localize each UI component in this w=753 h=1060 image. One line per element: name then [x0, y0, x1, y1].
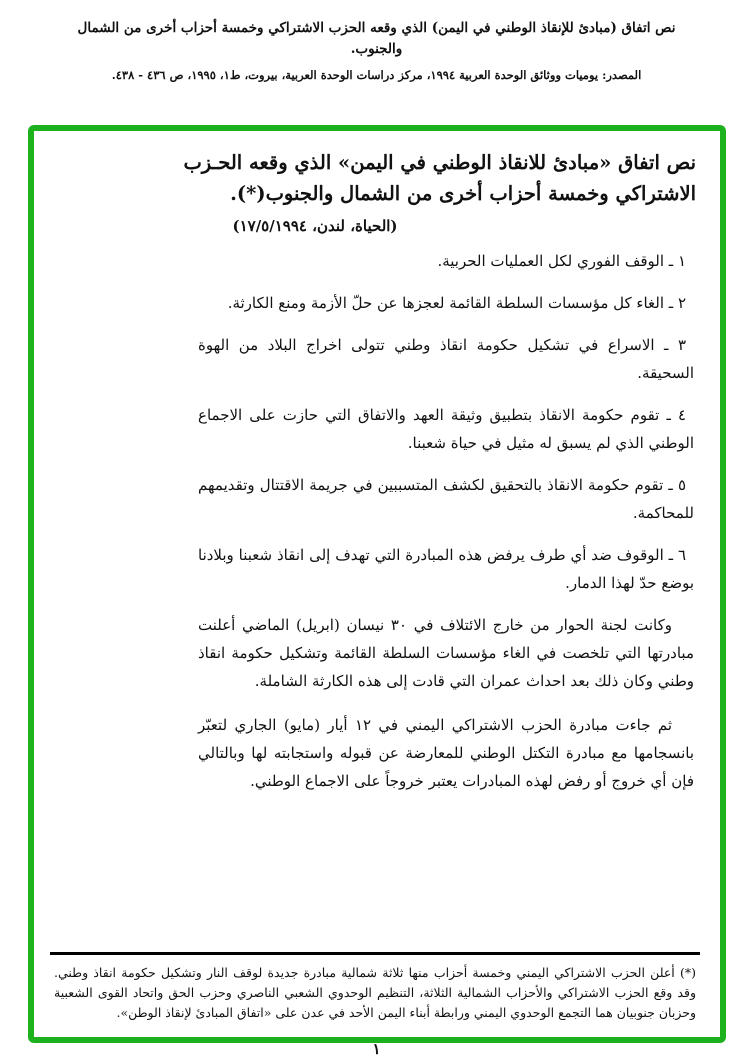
- source-citation: المصدر: يوميات ووثائق الوحدة العربية ١٩٩٤، مركز دراسات الوحدة العربية، بيروت، ط١، ١٩٩٥، ص ٤٣٦ - ٤٣٨.: [111, 68, 642, 82]
- numbered-item-5: ٥ ـ تقوم حكومة الانقاذ بالتحقيق لكشف المتسببين في جريمة الاقتتال وتقديمهم للمحاكمة.: [198, 476, 694, 522]
- footnote-divider: [50, 952, 700, 955]
- header-title-line2: والجنوب.: [350, 41, 403, 57]
- body-paragraph-1: وكانت لجنة الحوار من خارج الائتلاف في ٣٠ نيسان (ابريل) الماضي أعلنت مبادرتها التي تلخصت في الغاء مؤسسات السلطة القائمة وتشكيل حكومة انقاذ وطني وكان ذلك بعد احداث عمران التي قادت إلى هذه الكارثة الشاملة.: [198, 616, 694, 690]
- document-title: [54, 147, 696, 209]
- document-title-line2: الاشتراكي وخمسة أحزاب أخرى من الشمال والجنوب(*).: [230, 182, 696, 205]
- page-number: ١: [372, 1040, 381, 1058]
- body-paragraph-2: ثم جاءت مبادرة الحزب الاشتراكي اليمني في ١٢ أيار (مايو) الجاري لتعبّر بانسجامها مع مبادرة التكتل الوطني للمعارضة عن قبوله واستجابته لها وبالتالي فإن أي خروج أو رفض لهذه المبادرات يعتبر خروجاً على الاجماع الوطني.: [198, 716, 694, 790]
- document-dateline: (الحياة، لندن، ١٧/٥/١٩٩٤): [232, 217, 398, 235]
- numbered-item-6: ٦ ـ الوقوف ضد أي طرف يرفض هذه المبادرة التي تهدف إلى انقاذ شعبنا وبلادنا بوضع حدّ لهذا الدمار.: [198, 546, 694, 592]
- document-body: [198, 247, 694, 811]
- document-box: [28, 125, 726, 1043]
- numbered-item-2: ٢ ـ الغاء كل مؤسسات السلطة القائمة لعجزها عن حلّ الأزمة ومنع الكارثة.: [227, 294, 686, 312]
- numbered-item-3: ٣ ـ الاسراع في تشكيل حكومة انقاذ وطني تتولى اخراج البلاد من الهوة السحيقة.: [198, 336, 694, 382]
- document-title-line1: نص اتفاق «مبادئ للانقاذ الوطني في اليمن» الذي وقعه الحـزب: [183, 151, 696, 174]
- numbered-item-1: ١ ـ الوقف الفوري لكل العمليات الحربية.: [437, 252, 686, 270]
- footnote-text: (*) أعلن الحزب الاشتراكي اليمني وخمسة أحزاب منها ثلاثة شمالية مبادرة جديدة لوقف النار وتشكيل حكومة انقاذ وطني. وقد وقع الحزب الاشتراكي والأحزاب الشمالية الثلاثة، التنظيم الوحدوي الشعبي الناصري وحزب الحق واتحاد القوى الشعبية وحزبان جنوبيان هما التجمع الوحدوي اليمني ورابطة أبناء اليمن الأحد في عدن على «اتفاق المبادئ لإنقاذ الوطن».: [54, 965, 696, 1020]
- numbered-item-4: ٤ ـ تقوم حكومة الانقاذ بتطبيق وثيقة العهد والاتفاق التي حازت على الاجماع الوطني الذي لم يسبق له مثيل في حياة شعبنا.: [198, 406, 694, 452]
- page-header: [0, 0, 753, 84]
- header-title-line1: نص اتفاق (مبادئ للإنقاذ الوطني في اليمن) الذي وقعه الحزب الاشتراكي وخمسة أحزاب أخرى من الشمال: [77, 20, 676, 36]
